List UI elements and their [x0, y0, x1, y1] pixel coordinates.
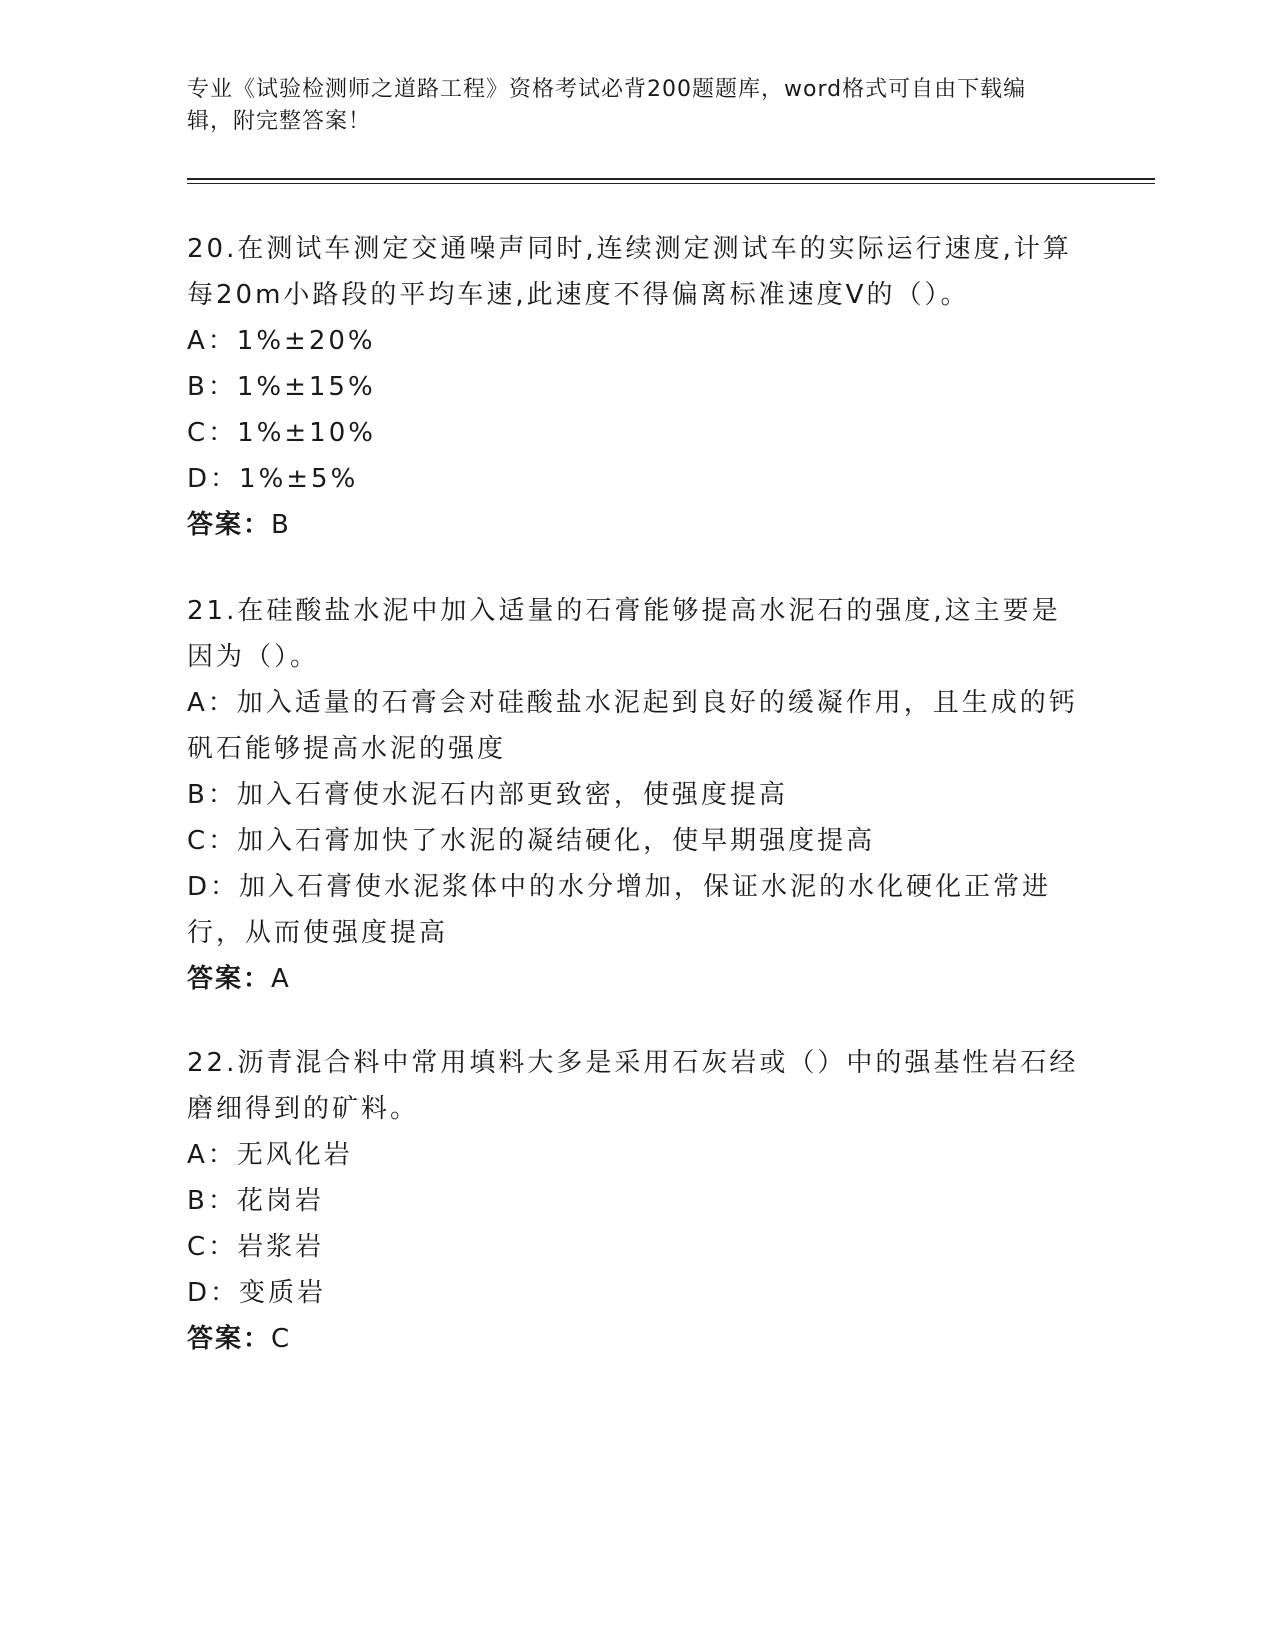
option-d: D：变质岩	[187, 1278, 327, 1308]
option-b: B：花岗岩	[187, 1186, 324, 1216]
question-22	[187, 1040, 1087, 1362]
question-stem: 22.沥青混合料中常用填料大多是采用石灰岩或（）中的强基性岩石经磨细得到的矿料。	[187, 1048, 1079, 1124]
answer-label: 答案：	[187, 964, 272, 994]
option-c: C：岩浆岩	[187, 1232, 325, 1262]
option-a: A：加入适量的石膏会对硅酸盐水泥起到良好的缓凝作用，且生成的钙矾石能够提高水泥的强度	[187, 688, 1078, 764]
question-21	[187, 588, 1087, 1002]
option-a: A：无风化岩	[187, 1140, 353, 1170]
option-b: B：1%±15%	[187, 372, 376, 402]
header-divider	[187, 178, 1155, 180]
answer-value: B	[271, 510, 291, 540]
answer-label: 答案：	[187, 1324, 272, 1354]
option-d: D：1%±5%	[187, 464, 359, 494]
document-header: 专业《试验检测师之道路工程》资格考试必背200题题库，word格式可自由下载编辑，附完整答案！	[187, 77, 1027, 134]
answer-value: C	[271, 1324, 292, 1354]
question-20	[187, 226, 1087, 548]
header-divider-thin	[187, 183, 1155, 184]
option-c: C：加入石膏加快了水泥的凝结硬化，使早期强度提高	[187, 826, 876, 856]
answer-line	[187, 956, 1087, 1002]
option-a: A：1%±20%	[187, 326, 376, 356]
question-stem: 20.在测试车测定交通噪声同时,连续测定测试车的实际运行速度,计算每20m小路段的平均车速,此速度不得偏离标准速度V的（）。	[187, 234, 1072, 310]
answer-line	[187, 502, 1087, 548]
answer-label: 答案：	[187, 510, 272, 540]
answer-value: A	[271, 964, 291, 994]
question-stem: 21.在硅酸盐水泥中加入适量的石膏能够提高水泥石的强度,这主要是因为（）。	[187, 596, 1061, 672]
option-d: D：加入石膏使水泥浆体中的水分增加，保证水泥的水化硬化正常进行，从而使强度提高	[187, 872, 1052, 948]
option-c: C：1%±10%	[187, 418, 376, 448]
option-b: B：加入石膏使水泥石内部更致密，使强度提高	[187, 780, 788, 810]
answer-line	[187, 1316, 1087, 1362]
